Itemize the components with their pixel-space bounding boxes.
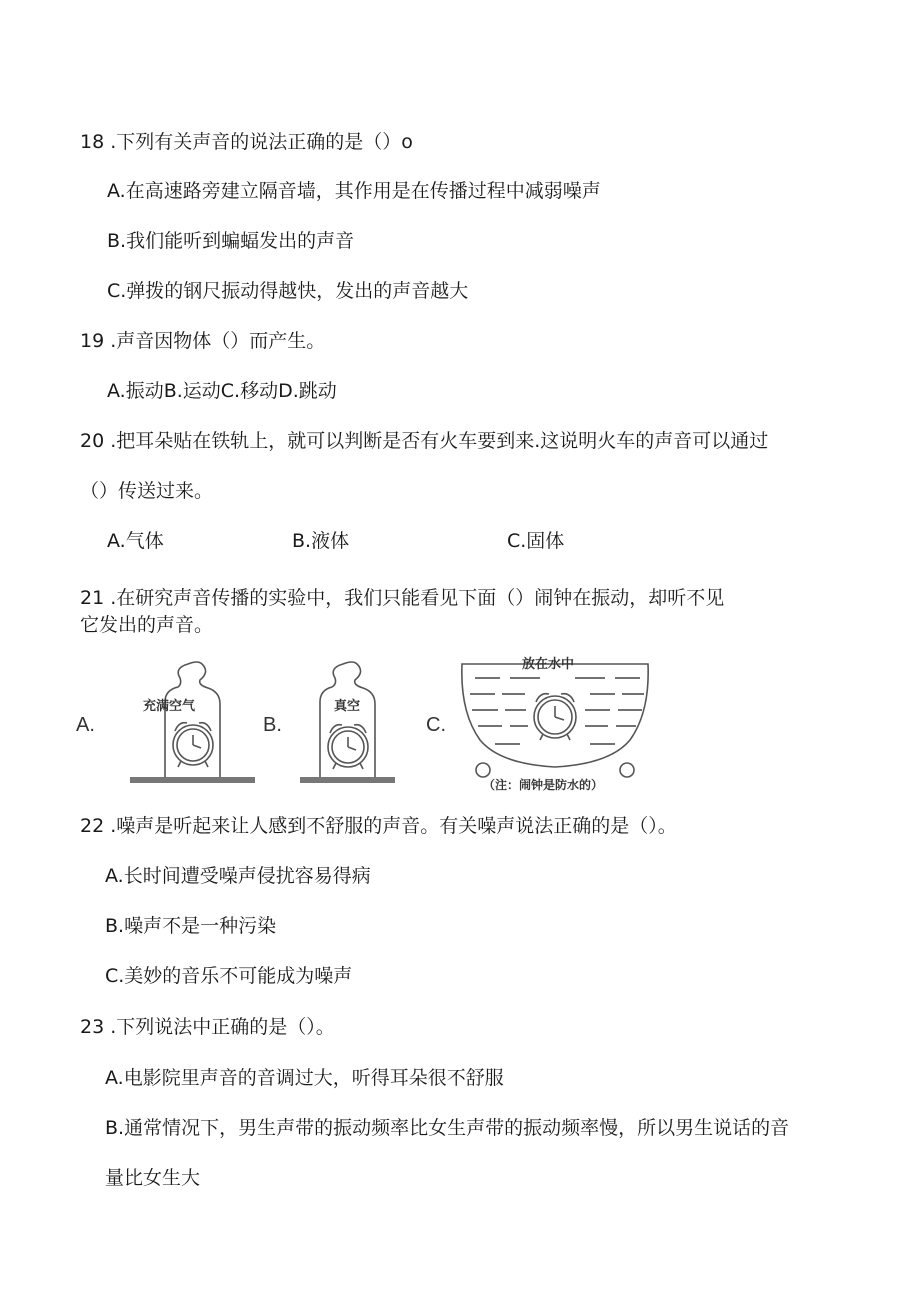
question-18-option-a: A.在高速路旁建立隔音墙，其作用是在传播过程中减弱噪声 <box>107 180 601 202</box>
question-23-stem: 23 .下列说法中正确的是（）。 <box>80 1016 335 1038</box>
question-21-stem-line1: 21 .在研究声音传播的实验中，我们只能看见下面（）闹钟在振动，却听不见 <box>80 587 725 609</box>
question-21-stem-line2: 它发出的声音。 <box>80 614 214 636</box>
question-18-stem: 18 .下列有关声音的说法正确的是（）o <box>80 131 413 153</box>
alarm-clock-icon <box>328 725 368 769</box>
question-23-option-b-line2: 量比女生大 <box>105 1167 201 1189</box>
question-18-option-c: C.弹拨的钢尺振动得越快，发出的声音越大 <box>107 280 469 302</box>
figure-label-a: A. <box>76 714 95 736</box>
question-20-stem-line1: 20 .把耳朵贴在铁轨上，就可以判断是否有火车要到来.这说明火车的声音可以通过 <box>80 430 769 452</box>
question-22-option-b: B.噪声不是一种污染 <box>105 915 277 937</box>
bowl-title: 放在水中 <box>522 657 575 672</box>
question-20-option-a: A.气体 <box>107 530 164 552</box>
jar-a-text: 充满空气 <box>143 699 196 714</box>
figure-drawing <box>70 652 650 794</box>
question-21-figure <box>70 652 650 794</box>
question-23-option-b-line1: B.通常情况下，男生声带的振动频率比女生声带的振动频率慢，所以男生说话的音 <box>105 1117 790 1139</box>
figure-label-b: B. <box>263 714 282 736</box>
question-19-options: A.振动B.运动C.移动D.跳动 <box>107 380 337 402</box>
alarm-clock-icon <box>173 723 213 767</box>
question-22-stem: 22 .噪声是听起来让人感到不舒服的声音。有关噪声说法正确的是（）。 <box>80 815 677 837</box>
question-20-option-c: C.固体 <box>507 530 565 552</box>
question-20-option-b: B.液体 <box>292 530 350 552</box>
alarm-clock-icon <box>534 694 576 740</box>
jar-b-text: 真空 <box>334 699 361 714</box>
question-20-stem-line2: （）传送过来。 <box>80 480 214 502</box>
question-19-stem: 19 .声音因物体（）而产生。 <box>80 330 326 352</box>
figure-label-c: C. <box>426 714 446 736</box>
question-22-option-c: C.美妙的音乐不可能成为噪声 <box>105 965 353 987</box>
bowl-note: （注：闹钟是防水的） <box>483 778 604 792</box>
question-18-option-b: B.我们能听到蝙蝠发出的声音 <box>107 230 355 252</box>
question-23-option-a: A.电影院里声音的音调过大，听得耳朵很不舒服 <box>105 1067 504 1089</box>
question-22-option-a: A.长时间遭受噪声侵扰容易得病 <box>105 865 371 887</box>
